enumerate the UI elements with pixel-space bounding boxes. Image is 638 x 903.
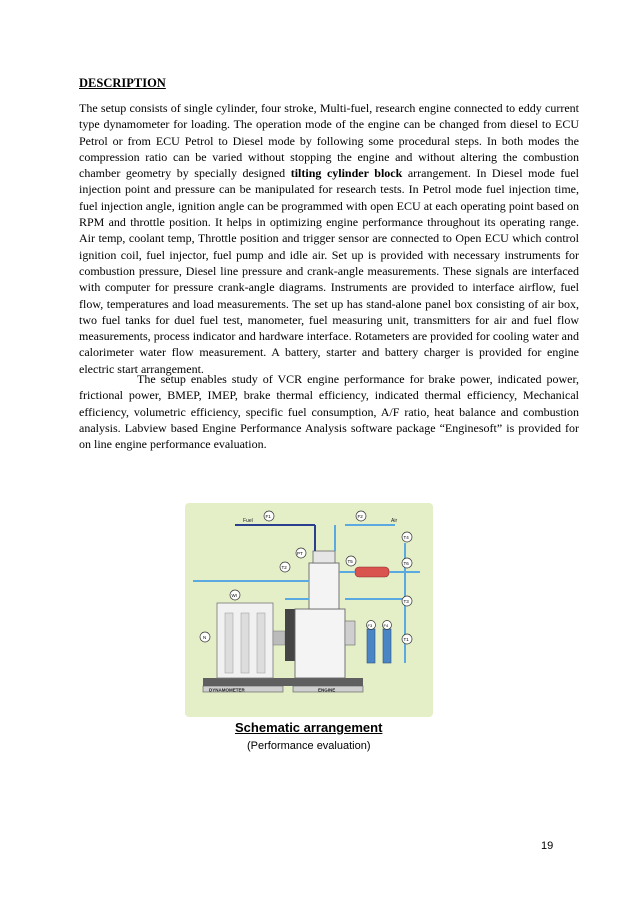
coupling [273, 631, 285, 645]
dynamometer-rib [225, 613, 233, 673]
paragraph-performance-study: The setup enables study of VCR engine performance for brake power, indicated power, frictional power, BMEP, IMEP, brake thermal efficiency, indicated thermal efficiency, Mechanical efficiency, volumetric efficiency, specific fuel consumption, A/F ratio, heat balance and combustion analysis. Labview based Engine Performance Analysis software package “Enginesoft” is provided for on line engine performance evaluation. [79, 372, 579, 452]
paragraph-text: arrangement. In Diesel mode fuel injection point and pressure can be manipulated for research tests. In Petrol mode fuel injection time, fuel injection angle, ignition angle can be programmed with open ECU at each operating point based on RPM and throttle position. It helps in optimizing engine performance throughout its operating range. Air temp, coolant temp, Throttle position and trigger sensor are connected to Open ECU which control ignition coil, fuel injector, fuel pump and idle air. Set up is provided with necessary instruments for combustion pressure, Diesel line pressure and crank-angle measurements. These signals are interfaced with computer for pressure crank-angle diagrams. Instruments are provided to interface airflow, fuel flow, temperatures and load measurements. The set up has stand-alone panel box consisting of air box, two fuel tanks for duel fuel test, manometer, fuel measuring unit, transmitters for air and fuel flow measurements, process indicator and hardware interface. Rotameters are provided for cooling water and calorimeter water flow measurement. A battery, starter and battery charger is provided for engine electric start arrangement. [79, 166, 580, 376]
engine-pulley [345, 621, 355, 645]
sensor-t2-label: T2 [281, 565, 287, 570]
sensor-f3-label: F3 [367, 623, 373, 628]
rotameter-f3 [367, 629, 375, 663]
flywheel [285, 609, 295, 661]
section-heading: DESCRIPTION [79, 76, 166, 90]
cylinder-head [313, 551, 335, 563]
fuel-label: Fuel [243, 518, 253, 524]
paragraph-setup-description [79, 100, 579, 377]
sensor-t1-label: T1 [403, 637, 409, 642]
sensor-t4-label: T4 [403, 535, 409, 540]
schematic-diagram [185, 503, 433, 717]
bold-term: tilting cylinder block [290, 166, 403, 181]
engine-body [295, 609, 345, 678]
sensor-t6-label: T6 [403, 561, 409, 566]
rotameter-f4 [383, 629, 391, 663]
paragraph-text: The setup consists of single cylinder, four stroke, Multi-fuel, research engine connected to eddy current type dynamometer for loading. The operation mode of the engine can be changed from diesel to ECU Petrol or from ECU Petrol to Diesel mode by following some procedural steps. In both modes the compression ratio can be varied without stopping the engine and without altering the combustion chamber geometry by specially designed [79, 101, 579, 181]
exhaust-calorimeter [355, 567, 389, 577]
schematic-figure [185, 503, 433, 717]
engine-cylinder [309, 563, 339, 609]
air-label: Air [391, 518, 398, 524]
sensor-n-label: N [203, 635, 207, 640]
sensor-t3-label: T3 [403, 599, 409, 604]
sensor-pt-label: PT [297, 551, 303, 556]
sensor-f2-label: F2 [357, 514, 363, 519]
figure-caption-subtitle: (Performance evaluation) [247, 740, 371, 752]
engine-label: ENGINE [318, 687, 336, 693]
sensor-f1-label: F1 [265, 514, 271, 519]
base-platform [203, 678, 363, 686]
sensor-f4-label: F4 [383, 623, 389, 628]
dynamometer-rib [241, 613, 249, 673]
page-number: 19 [541, 840, 554, 852]
sensor-wi-label: WI [231, 593, 237, 598]
sensor-t5-label: T5 [347, 559, 353, 564]
dynamometer-rib [257, 613, 265, 673]
figure-caption-title: Schematic arrangement [235, 720, 383, 735]
dynamometer-label: DYNAMOMETER [209, 687, 245, 693]
